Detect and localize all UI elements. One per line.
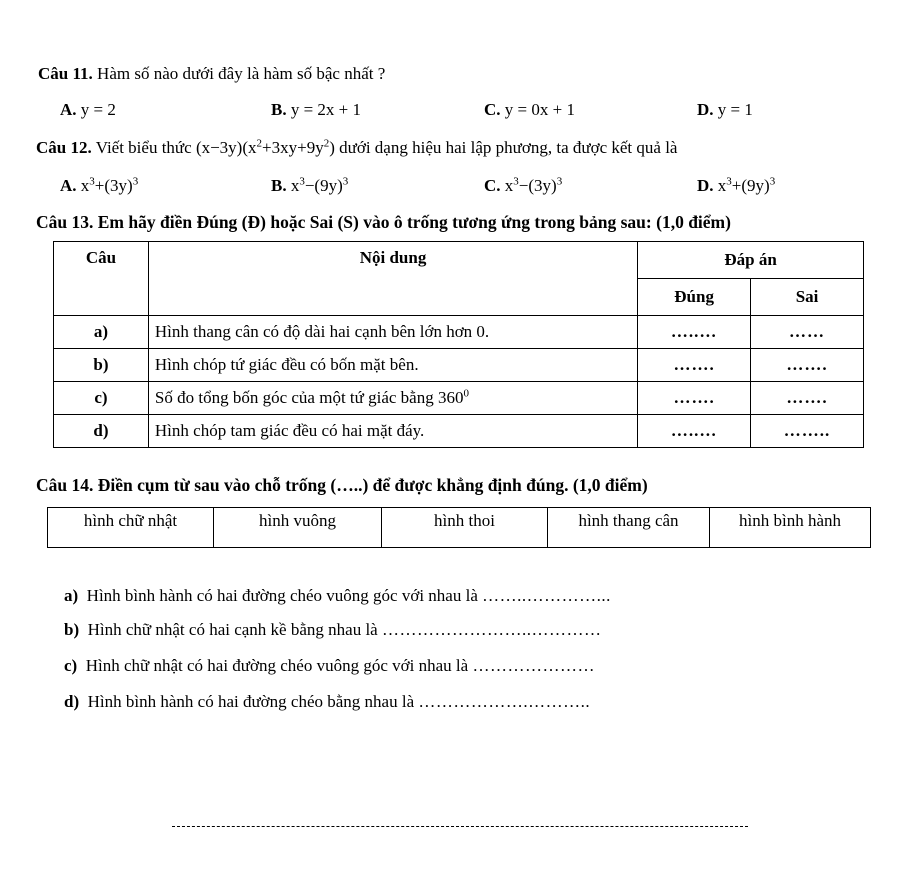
option-letter: D. [697, 176, 714, 195]
row-content: Hình chóp tứ giác đều có bốn mặt bên. [148, 349, 637, 382]
answer-sai[interactable]: ……. [751, 382, 864, 415]
q11-option-a [60, 100, 116, 120]
option-letter: A. [60, 176, 77, 195]
true-false-table [53, 241, 864, 448]
option-text: y = 2 [80, 100, 116, 119]
answer-sai[interactable]: …… [751, 316, 864, 349]
q12-option-d [697, 176, 775, 196]
header-sai: Sai [751, 279, 864, 316]
q12-text-before: Viết biểu thức [95, 138, 192, 157]
separator-line [172, 826, 748, 827]
q13-title: Câu 13. Em hãy điền Đúng (Đ) hoặc Sai (S) vào ô trống tương ứng trong bảng sau: (1,0 điểm) [36, 212, 731, 232]
header-dapan: Đáp án [638, 242, 864, 279]
option-text: y = 1 [717, 100, 753, 119]
item-label: a) [64, 586, 79, 605]
q11-text: Hàm số nào dưới đây là hàm số bậc nhất ? [97, 64, 386, 83]
row-label: c) [54, 382, 149, 415]
option-expression: $x^3+(9y)^3$ [717, 175, 776, 195]
option-letter: C. [484, 176, 501, 195]
blank-dots[interactable]: ……………………..………… [381, 620, 602, 639]
item-text: Hình chữ nhật có hai đường chéo vuông góc với nhau là [85, 656, 469, 675]
table-row [54, 349, 864, 382]
q12-option-c [484, 176, 562, 196]
degree-superscript: 0 [463, 387, 469, 400]
q12-title [36, 138, 677, 158]
item-text: Hình chữ nhật có hai cạnh kề bằng nhau là [87, 620, 378, 639]
word-bank-item: hình thang cân [548, 508, 710, 548]
row-content: Hình thang cân có độ dài hai cạnh bên lớn hơn 0. [148, 316, 637, 349]
option-letter: B. [271, 176, 287, 195]
header-cau: Câu [54, 242, 149, 316]
item-label: b) [64, 620, 80, 639]
answer-sai[interactable]: …….. [751, 415, 864, 448]
option-expression: $x^3-(9y)^3$ [290, 175, 349, 195]
option-letter: C. [484, 100, 501, 119]
q11-option-d [697, 100, 753, 120]
table-row [54, 382, 864, 415]
option-letter: D. [697, 100, 714, 119]
q11-title [38, 64, 385, 84]
fill-item-b [64, 620, 601, 640]
q12-option-a [60, 176, 138, 196]
blank-dots[interactable]: ……………….……….. [418, 692, 591, 711]
table-row [54, 316, 864, 349]
word-bank-item: hình bình hành [710, 508, 871, 548]
option-expression: $x^3+(3y)^3$ [80, 175, 139, 195]
answer-dung[interactable]: ……. [638, 349, 751, 382]
answer-dung[interactable]: …..… [638, 316, 751, 349]
word-bank-item: hình thoi [382, 508, 548, 548]
q12-expression: $(x-3y)(x^2+3xy+9y^2)$ [195, 137, 335, 157]
row-content [148, 382, 637, 415]
answer-sai[interactable]: ……. [751, 349, 864, 382]
q11-option-c [484, 100, 575, 120]
item-label: c) [64, 656, 78, 675]
blank-dots[interactable]: ………………… [472, 656, 595, 675]
item-text: Hình bình hành có hai đường chéo bằng nhau là [87, 692, 415, 711]
word-bank-table [47, 507, 871, 548]
item-label: d) [64, 692, 80, 711]
blank-dots[interactable]: ……..…………... [482, 586, 611, 605]
fill-item-d [64, 692, 590, 712]
row-content: Hình chóp tam giác đều có hai mặt đáy. [148, 415, 637, 448]
option-letter: B. [271, 100, 287, 119]
header-noidung: Nội dung [148, 242, 637, 316]
q14-title: Câu 14. Điền cụm từ sau vào chỗ trống (…..) để được khẳng định đúng. (1,0 điểm) [36, 475, 648, 495]
row-label: d) [54, 415, 149, 448]
answer-dung[interactable]: ……. [638, 382, 751, 415]
fill-item-a [64, 586, 611, 606]
option-text: y = 0x + 1 [504, 100, 575, 119]
table-row [54, 415, 864, 448]
item-text: Hình bình hành có hai đường chéo vuông góc với nhau là [86, 586, 478, 605]
row-label: a) [54, 316, 149, 349]
fill-item-c [64, 656, 595, 676]
row-label: b) [54, 349, 149, 382]
header-dung: Đúng [638, 279, 751, 316]
word-bank-item: hình chữ nhật [48, 508, 214, 548]
q12-option-b [271, 176, 348, 196]
option-letter: A. [60, 100, 77, 119]
option-text: y = 2x + 1 [290, 100, 362, 119]
q12-label: Câu 12. [36, 138, 92, 157]
q11-label: Câu 11. [38, 64, 93, 83]
word-bank-item: hình vuông [214, 508, 382, 548]
row-content-text: Số đo tổng bốn góc của một tứ giác bằng 360 [154, 388, 464, 407]
answer-dung[interactable]: …..… [638, 415, 751, 448]
q12-text-after: dưới dạng hiệu hai lập phương, ta được kết quả là [339, 138, 678, 157]
option-expression: $x^3-(3y)^3$ [504, 175, 563, 195]
q11-option-b [271, 100, 361, 120]
